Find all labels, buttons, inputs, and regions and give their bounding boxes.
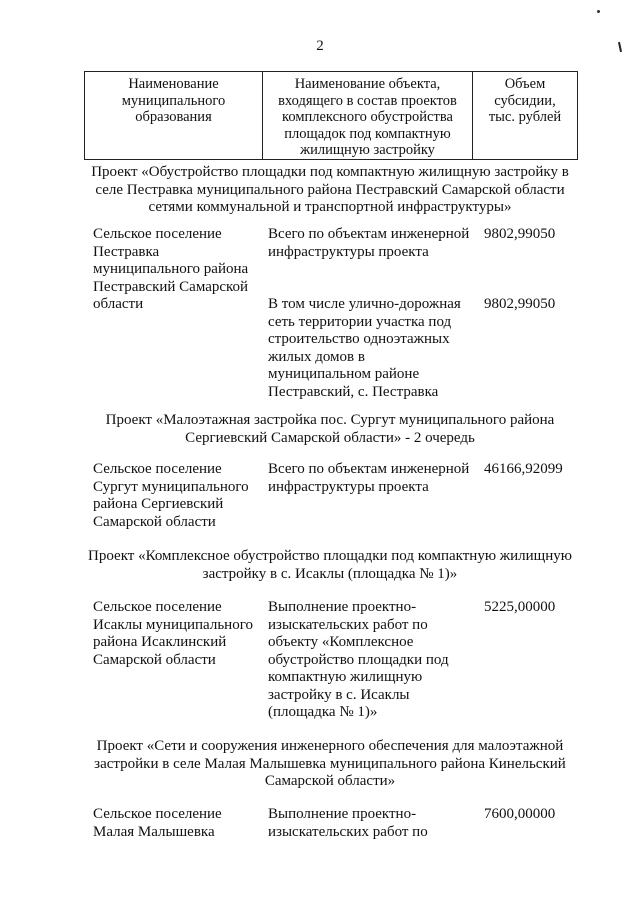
page-number: 2 [316, 38, 324, 54]
object-name: Выполнение проектно- изыскательских работ по [268, 806, 428, 840]
subsidy-amount: 9802,99050 [484, 296, 556, 312]
header-subsidy: Объем субсидии, тыс. рублей [488, 76, 562, 125]
municipality-name: Сельское поселение Сургут муниципального района Сергиевский Самарской области [93, 461, 249, 530]
subsidy-amount: 46166,92099 [484, 461, 563, 477]
project-title: Проект «Малоэтажная застройка пос. Сургут муниципального района Сергиевский Самарской области» - 2 очередь [105, 412, 555, 446]
project-title: Проект «Сети и сооружения инженерного обеспечения для малоэтажной застройки в селе Малая Малышевка муниципального района Кинельский Самарской области» [94, 738, 566, 789]
header-municipality: Наименование муниципального образования [85, 72, 263, 159]
header-object: Наименование объекта, входящего в состав проектов комплексного обустройства площадок под компактную жилищную застройку [263, 72, 473, 159]
table-header [84, 71, 578, 160]
project-title: Проект «Комплексное обустройство площадки под компактную жилищную застройку в с. Исаклы (площадка № 1)» [88, 548, 572, 582]
object-name: Выполнение проектно- изыскательских работ по объекту «Комплексное обустройство площадки под компактную жилищную застройку в с. Исаклы (площадка № 1)» [268, 599, 449, 720]
subsidy-amount: 7600,00000 [484, 806, 556, 822]
subsidy-amount: 9802,99050 [484, 226, 556, 242]
municipality-name: Сельское поселение Малая Малышевка [93, 806, 222, 840]
object-name: Всего по объектам инженерной инфраструктуры проекта [268, 226, 470, 260]
subsidy-amount: 5225,00000 [484, 599, 556, 615]
object-name: Всего по объектам инженерной инфраструктуры проекта [268, 461, 470, 495]
project-title: Проект «Обустройство площадки под компактную жилищную застройку в селе Пестравка муниципального района Пестравский Самарской области сетями коммунальной и транспортной инфраструктуры» [91, 164, 569, 215]
scan-mark-dot [597, 10, 600, 13]
municipality-name: Сельское поселение Исаклы муниципального района Исаклинский Самарской области [93, 599, 253, 668]
object-name: В том числе улично-дорожная сеть территории участка под строительство одноэтажных жилых домов в муниципальном районе Пестравский, с. Пестравка [268, 296, 461, 400]
municipality-name: Сельское поселение Пестравка муниципального района Пестравский Самарской области [93, 226, 249, 312]
